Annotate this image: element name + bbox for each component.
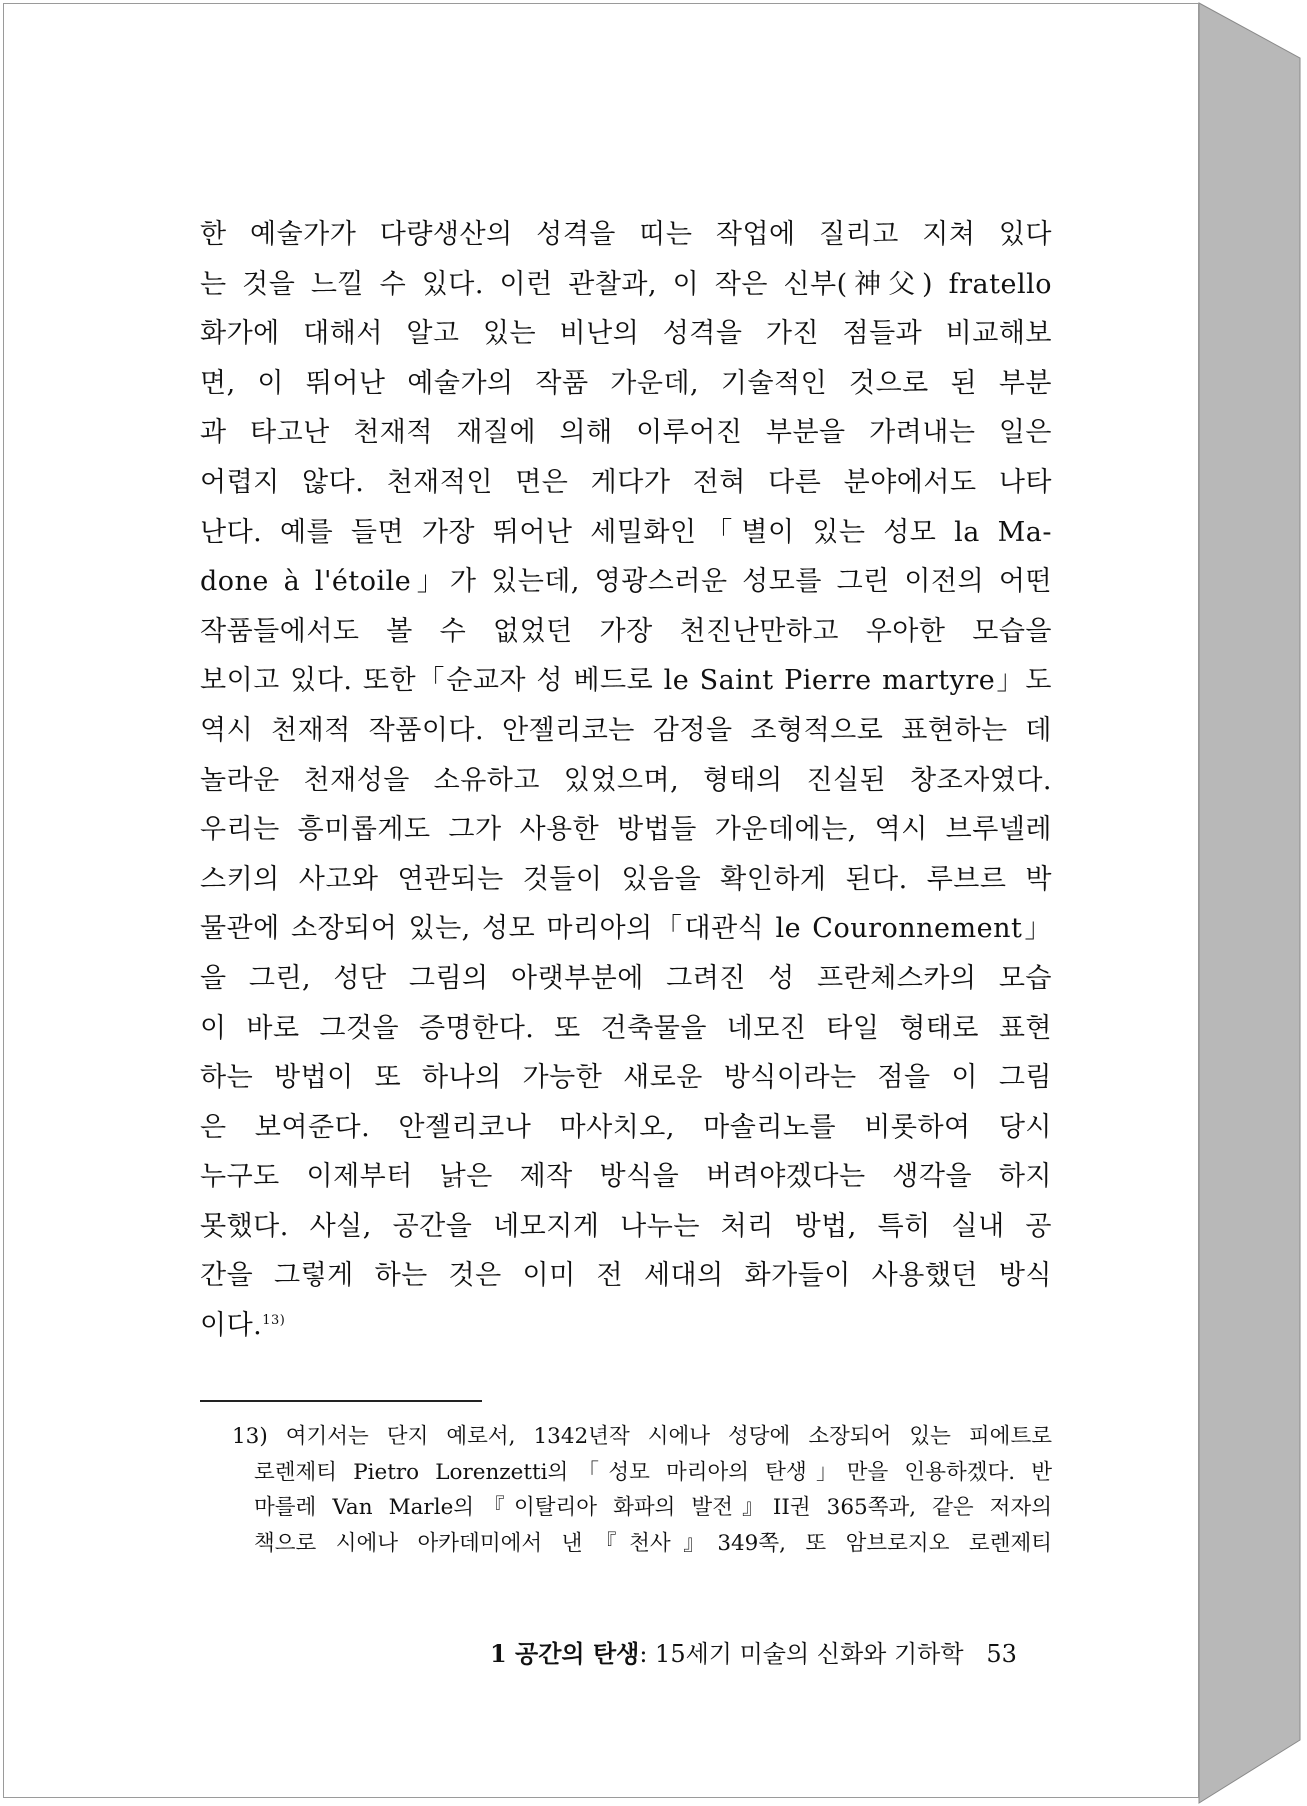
- page-number: 53: [986, 1640, 1017, 1668]
- body-line: done à l'étoile」가 있는데, 영광스러운 성모를 그린 이전의 어떤: [200, 566, 1052, 598]
- body-line: 보이고 있다. 또한「순교자 성 베드로 le Saint Pierre martyre」도: [200, 665, 1052, 697]
- body-line: 한 예술가가 다량생산의 성격을 띠는 작업에 질리고 지쳐 있다: [200, 219, 1052, 250]
- body-line: 과 타고난 천재적 재질에 의해 이루어진 부분을 가려내는 일은: [200, 417, 1052, 449]
- body-line: 우리는 흥미롭게도 그가 사용한 방법들 가운데에는, 역시 브루넬레: [200, 814, 1052, 846]
- footnote-line: 책으로 시에나 아카데미에서 낸『천사』349쪽, 또 암브로지오 로렌제티: [254, 1530, 1052, 1556]
- footnote-line: 로렌제티 Pietro Lorenzetti의「성모 마리아의 탄생」만을 인용하겠다. 반: [254, 1459, 1052, 1485]
- footnote-divider: [200, 1400, 482, 1402]
- body-line-last: [200, 1301, 1052, 1351]
- body-line: 는 것을 느낄 수 있다. 이런 관찰과, 이 작은 신부(神父) fratello: [200, 268, 1052, 300]
- body-line: 이 바로 그것을 증명한다. 또 건축물을 네모진 타일 형태로 표현: [200, 1012, 1052, 1044]
- body-line: 어렵지 않다. 천재적인 면은 게다가 전혀 다른 분야에서도 나타: [200, 466, 1052, 498]
- running-footer: [490, 1638, 1017, 1670]
- footnote-line: 13) 여기서는 단지 예로서, 1342년작 시에나 성당에 소장되어 있는 피에트로: [232, 1424, 1052, 1449]
- body-line: 하는 방법이 또 하나의 가능한 새로운 방식이라는 점을 이 그림: [200, 1062, 1052, 1094]
- footnote-line: 마를레 Van Marle의『이탈리아 화파의 발전』II권 365쪽과, 같은 저자의: [254, 1495, 1052, 1520]
- footnote-reference[interactable]: 13): [262, 1313, 286, 1329]
- body-line: 누구도 이제부터 낡은 제작 방식을 버려야겠다는 생각을 하지: [200, 1161, 1052, 1193]
- body-line: 못했다. 사실, 공간을 네모지게 나누는 처리 방법, 특히 실내 공: [200, 1210, 1052, 1242]
- body-line: 난다. 예를 들면 가장 뛰어난 세밀화인「별이 있는 성모 la Ma-: [200, 516, 1052, 548]
- chapter-subtitle: : 15세기 미술의 신화와 기하학: [639, 1640, 964, 1668]
- chapter-title: 1 공간의 탄생: [490, 1639, 640, 1668]
- body-line: 물관에 소장되어 있는, 성모 마리아의「대관식 le Couronnement」: [200, 913, 1052, 945]
- body-line: 역시 천재적 작품이다. 안젤리코는 감정을 조형적으로 표현하는 데: [200, 714, 1052, 746]
- body-text: [200, 210, 1052, 1351]
- footnote: [232, 1419, 1052, 1561]
- body-line: 은 보여준다. 안젤리코나 마사치오, 마솔리노를 비롯하여 당시: [200, 1111, 1052, 1143]
- body-line: 간을 그렇게 하는 것은 이미 전 세대의 화가들이 사용했던 방식: [200, 1260, 1052, 1292]
- body-last-text: 이다.: [200, 1310, 263, 1342]
- body-line: 놀라운 천재성을 소유하고 있었으며, 형태의 진실된 창조자였다.: [200, 764, 1052, 796]
- body-line: 화가에 대해서 알고 있는 비난의 성격을 가진 점들과 비교해보: [200, 318, 1052, 350]
- body-line: 을 그린, 성단 그림의 아랫부분에 그려진 성 프란체스카의 모습: [200, 962, 1052, 994]
- body-line: 면, 이 뛰어난 예술가의 작품 가운데, 기술적인 것으로 된 부분: [200, 367, 1052, 399]
- body-line: 스키의 사고와 연관되는 것들이 있음을 확인하게 된다. 루브르 박: [200, 863, 1052, 895]
- body-line: 작품들에서도 볼 수 없었던 가장 천진난만하고 우아한 모습을: [200, 615, 1052, 647]
